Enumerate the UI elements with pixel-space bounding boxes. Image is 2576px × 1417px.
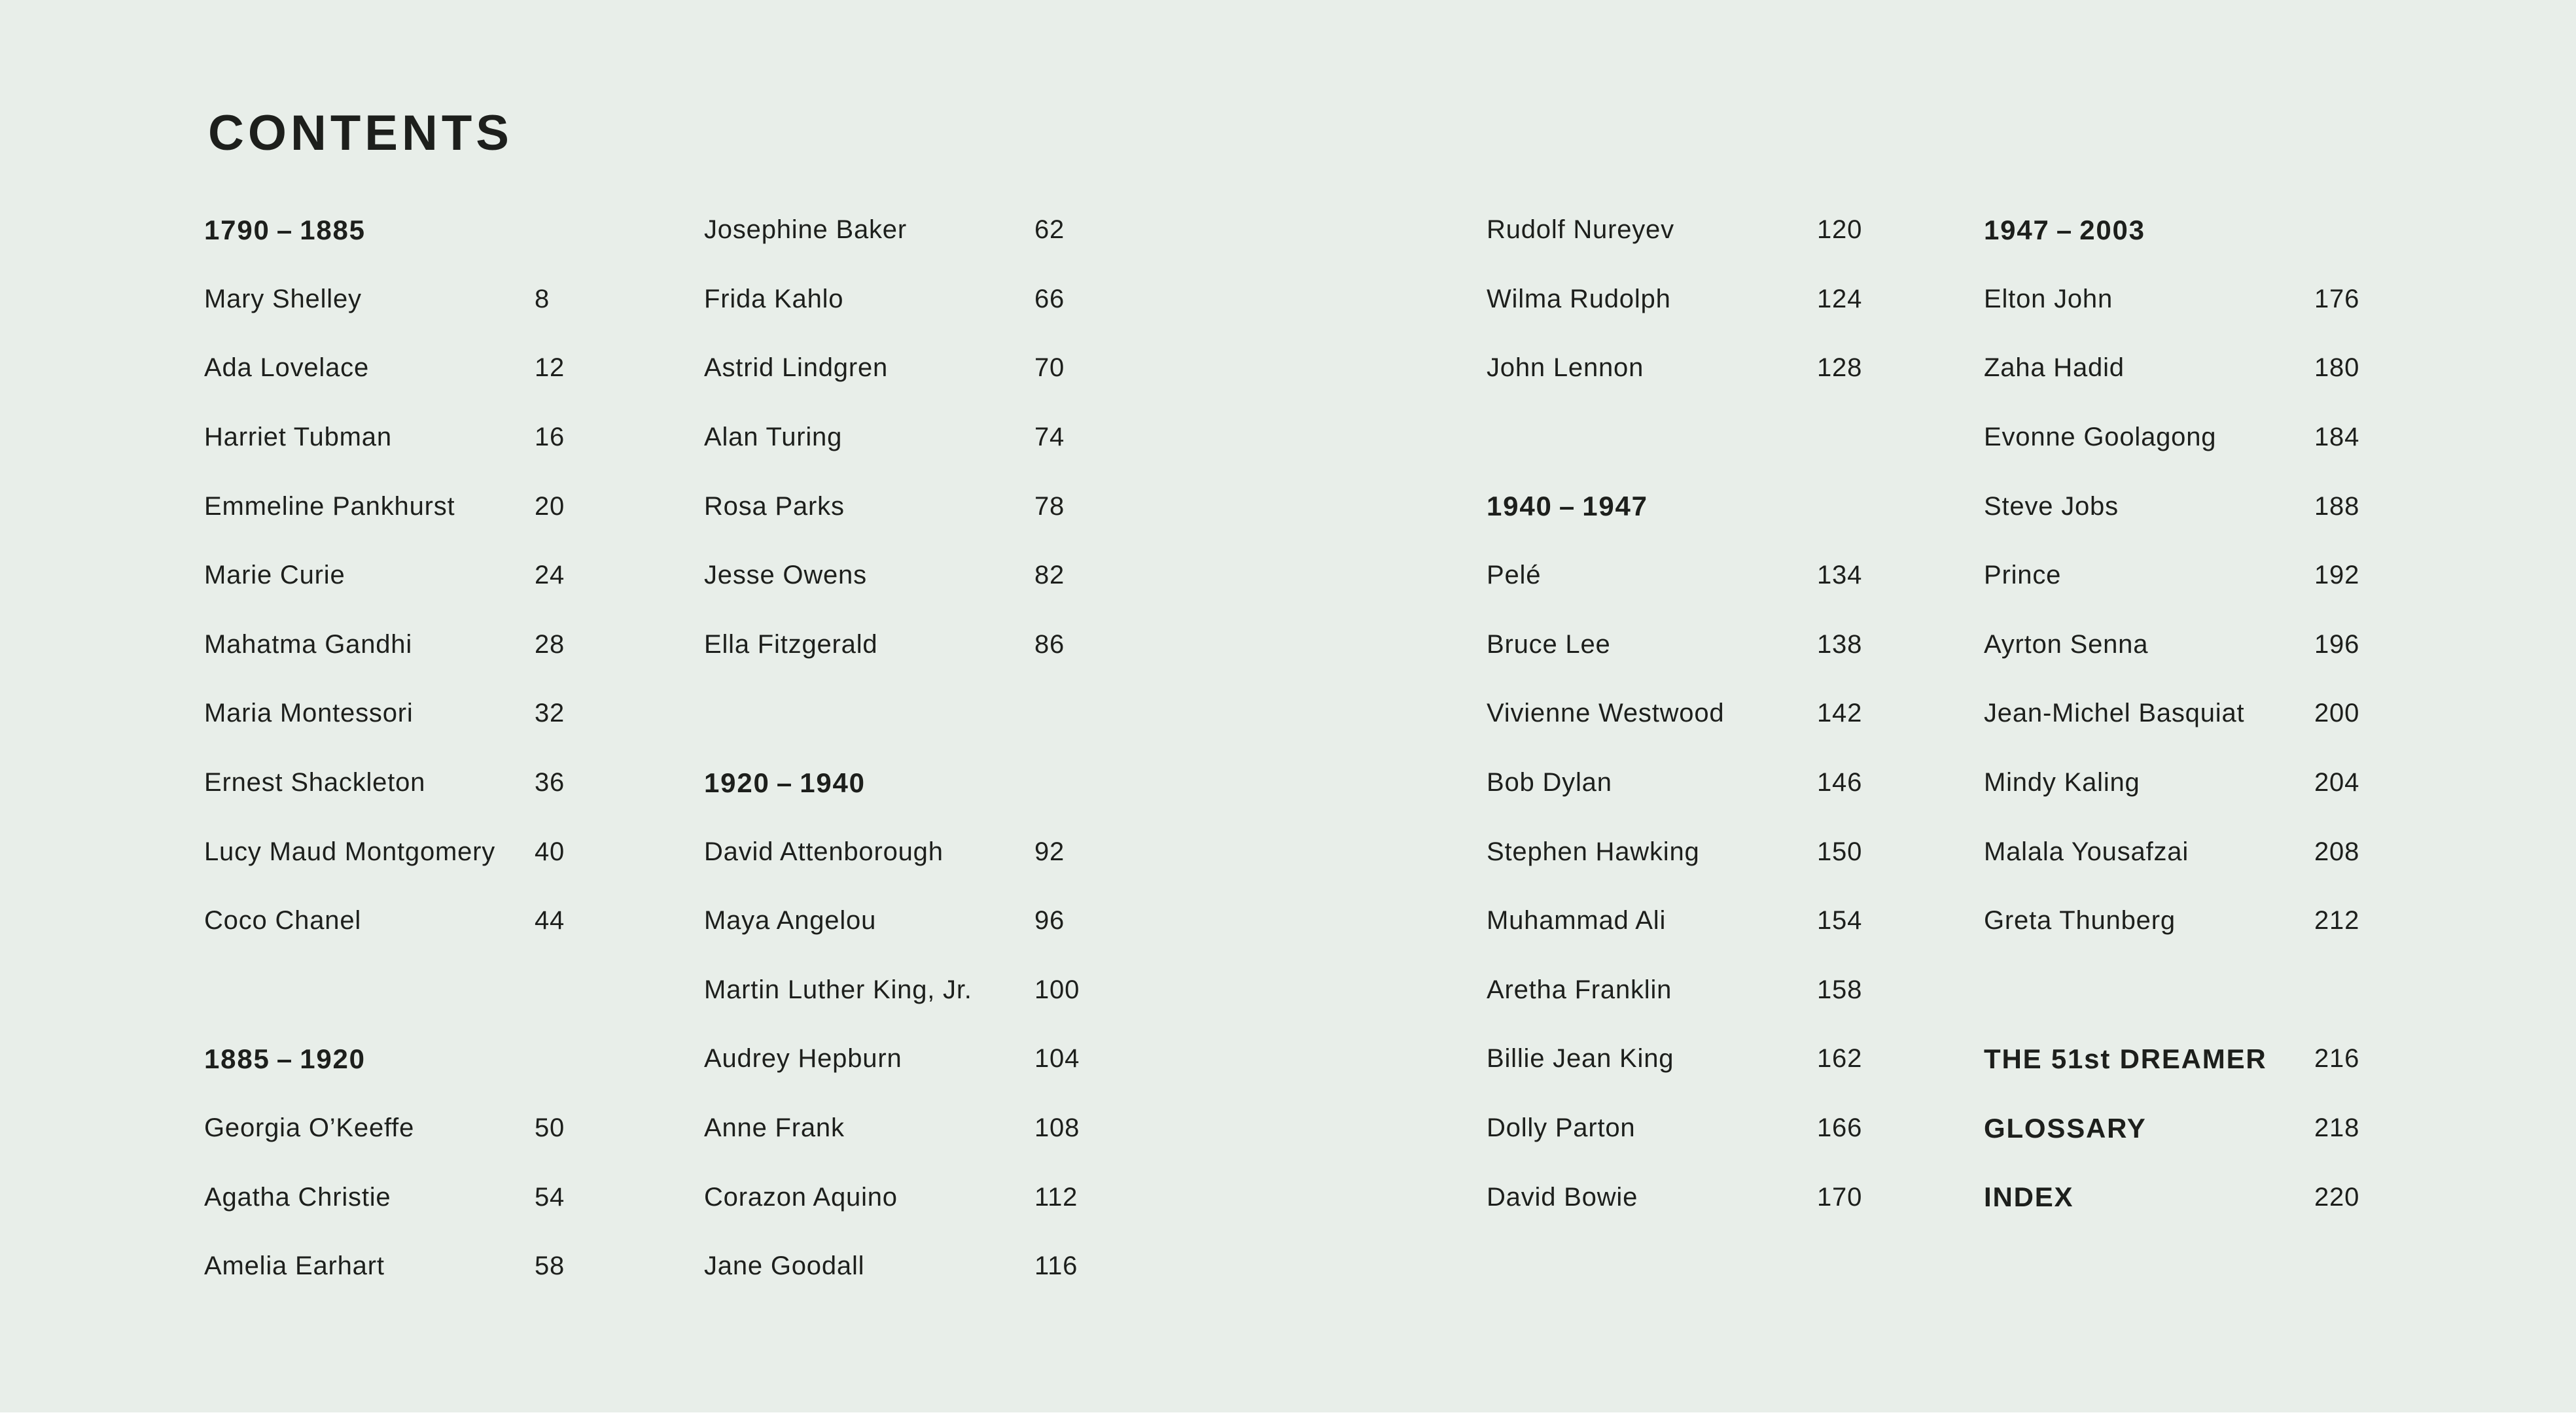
toc-entry-row <box>204 265 708 334</box>
toc-section-header-row <box>1984 1024 2488 1094</box>
toc-entry-name: Greta Thunberg <box>1984 906 2176 936</box>
toc-section-label: 1920 – 1940 <box>704 767 866 798</box>
toc-page-number: 78 <box>1034 491 1065 521</box>
toc-entry-name: Emmeline Pankhurst <box>204 491 455 521</box>
toc-entry-row <box>1487 1024 1990 1094</box>
toc-entry-name: Maria Montessori <box>204 699 414 728</box>
toc-entry-row <box>204 748 708 818</box>
toc-entry-name: David Bowie <box>1487 1182 1638 1212</box>
toc-page-number: 128 <box>1817 353 1863 383</box>
toc-entry-name: Ernest Shackleton <box>204 768 426 797</box>
toc-page-number: 192 <box>2314 561 2360 590</box>
toc-entry-row <box>1487 196 1990 265</box>
toc-entry-row <box>704 1163 1208 1232</box>
toc-entry-row <box>704 403 1208 472</box>
toc-row-blank <box>704 679 1208 748</box>
toc-page-number: 150 <box>1817 837 1863 866</box>
toc-entry-row <box>704 196 1208 265</box>
toc-entry-name: Mary Shelley <box>204 284 362 313</box>
toc-page-number: 124 <box>1817 284 1863 313</box>
toc-entry-row <box>1487 1163 1990 1232</box>
toc-page-number: 134 <box>1817 561 1863 590</box>
toc-entry-name: Ayrton Senna <box>1984 629 2149 659</box>
toc-entry-row <box>204 679 708 748</box>
toc-entry-name: Ada Lovelace <box>204 353 370 383</box>
toc-entry-row <box>1487 817 1990 886</box>
toc-page-number: 86 <box>1034 629 1065 659</box>
toc-entry-row <box>1984 748 2488 818</box>
toc-entry-name: Steve Jobs <box>1984 491 2119 521</box>
toc-entry-row <box>704 817 1208 886</box>
toc-entry-name: David Attenborough <box>704 837 944 866</box>
toc-entry-row <box>704 1232 1208 1301</box>
toc-page-number: 216 <box>2314 1044 2360 1074</box>
toc-row-blank <box>1984 1232 2488 1301</box>
toc-page-number: 212 <box>2314 906 2360 936</box>
toc-section-header-row <box>204 1024 708 1094</box>
toc-entry-name: Marie Curie <box>204 561 345 590</box>
toc-page-number: 200 <box>2314 699 2360 728</box>
toc-section-header-row <box>1984 196 2488 265</box>
toc-entry-name: Dolly Parton <box>1487 1113 1636 1143</box>
toc-page-number: 54 <box>535 1182 565 1212</box>
toc-section-label: THE 51st DREAMER <box>1984 1043 2267 1074</box>
toc-entry-name: Astrid Lindgren <box>704 353 889 383</box>
toc-entry-row <box>1487 541 1990 610</box>
toc-entry-row <box>204 886 708 956</box>
toc-column <box>204 196 708 1301</box>
toc-page-number: 96 <box>1034 906 1065 936</box>
toc-page-number: 196 <box>2314 629 2360 659</box>
toc-page-number: 142 <box>1817 699 1863 728</box>
page-title: CONTENTS <box>208 105 513 161</box>
toc-section-label: 1790 – 1885 <box>204 214 366 245</box>
toc-entry-row <box>1984 541 2488 610</box>
toc-entry-row <box>704 334 1208 403</box>
toc-row-blank <box>1984 956 2488 1025</box>
toc-entry-name: Georgia O’Keeffe <box>204 1113 415 1143</box>
toc-entry-row <box>704 1024 1208 1094</box>
toc-page-number: 220 <box>2314 1182 2360 1212</box>
toc-page-number: 162 <box>1817 1044 1863 1074</box>
toc-entry-name: Mahatma Gandhi <box>204 629 413 659</box>
toc-entry-name: Rosa Parks <box>704 491 845 521</box>
toc-entry-name: Rudolf Nureyev <box>1487 215 1674 245</box>
toc-entry-name: Coco Chanel <box>204 906 362 936</box>
toc-entry-row <box>1487 265 1990 334</box>
toc-page-number: 176 <box>2314 284 2360 313</box>
toc-page-number: 24 <box>535 561 565 590</box>
toc-section-header-row <box>1487 472 1990 541</box>
toc-page-number: 146 <box>1817 768 1863 797</box>
toc-entry-row <box>204 472 708 541</box>
toc-entry-name: Billie Jean King <box>1487 1044 1674 1074</box>
toc-page-number: 74 <box>1034 423 1065 452</box>
toc-entry-name: Malala Yousafzai <box>1984 837 2189 866</box>
toc-section-label: INDEX <box>1984 1181 2074 1213</box>
toc-entry-name: Aretha Franklin <box>1487 975 1672 1004</box>
toc-entry-name: Muhammad Ali <box>1487 906 1667 936</box>
toc-page-number: 138 <box>1817 629 1863 659</box>
toc-entry-name: Pelé <box>1487 561 1542 590</box>
toc-entry-name: Maya Angelou <box>704 906 877 936</box>
toc-entry-name: Bob Dylan <box>1487 768 1612 797</box>
toc-entry-row <box>704 472 1208 541</box>
toc-entry-row <box>204 610 708 680</box>
toc-entry-name: Jane Goodall <box>704 1251 865 1281</box>
toc-entry-row <box>204 1232 708 1301</box>
toc-entry-name: Wilma Rudolph <box>1487 284 1671 313</box>
toc-page-number: 104 <box>1034 1044 1080 1074</box>
toc-page-number: 92 <box>1034 837 1065 866</box>
toc-page-number: 36 <box>535 768 565 797</box>
toc-entry-name: Elton John <box>1984 284 2113 313</box>
toc-row-blank <box>204 956 708 1025</box>
toc-page-number: 40 <box>535 837 565 866</box>
toc-entry-row <box>704 956 1208 1025</box>
toc-entry-name: Evonne Goolagong <box>1984 423 2217 452</box>
toc-entry-row <box>704 265 1208 334</box>
toc-entry-row <box>204 403 708 472</box>
toc-page-number: 32 <box>535 699 565 728</box>
toc-entry-name: Corazon Aquino <box>704 1182 898 1212</box>
toc-row-blank <box>1487 1232 1990 1301</box>
toc-entry-name: Prince <box>1984 561 2062 590</box>
toc-entry-row <box>1984 334 2488 403</box>
toc-entry-name: Stephen Hawking <box>1487 837 1700 866</box>
toc-entry-name: Frida Kahlo <box>704 284 844 313</box>
toc-entry-row <box>704 1094 1208 1163</box>
toc-page-number: 20 <box>535 491 565 521</box>
toc-entry-name: Ella Fitzgerald <box>704 629 878 659</box>
toc-entry-row <box>1487 956 1990 1025</box>
toc-page-number: 12 <box>535 353 565 383</box>
toc-page-number: 50 <box>535 1113 565 1143</box>
toc-entry-row <box>1487 679 1990 748</box>
toc-page-number: 158 <box>1817 975 1863 1004</box>
toc-column <box>1487 196 1990 1301</box>
toc-entry-name: John Lennon <box>1487 353 1644 383</box>
toc-entry-row <box>1487 610 1990 680</box>
toc-section-header-row <box>1984 1094 2488 1163</box>
toc-entry-row <box>1984 403 2488 472</box>
toc-entry-name: Harriet Tubman <box>204 423 392 452</box>
toc-section-label: 1947 – 2003 <box>1984 214 2145 245</box>
toc-entry-name: Vivienne Westwood <box>1487 699 1725 728</box>
toc-page-number: 116 <box>1034 1251 1078 1281</box>
toc-page-number: 58 <box>535 1251 565 1281</box>
toc-entry-row <box>704 886 1208 956</box>
toc-section-label: 1940 – 1947 <box>1487 491 1648 522</box>
toc-entry-name: Josephine Baker <box>704 215 907 245</box>
toc-section-header-row <box>204 196 708 265</box>
toc-entry-row <box>1984 679 2488 748</box>
toc-section-label: GLOSSARY <box>1984 1112 2147 1144</box>
toc-entry-row <box>1487 334 1990 403</box>
toc-entry-row <box>1984 472 2488 541</box>
toc-page-number: 70 <box>1034 353 1065 383</box>
toc-entry-name: Anne Frank <box>704 1113 845 1143</box>
toc-page-number: 28 <box>535 629 565 659</box>
toc-entry-name: Alan Turing <box>704 423 843 452</box>
toc-entry-name: Lucy Maud Montgomery <box>204 837 496 866</box>
toc-entry-name: Martin Luther King, Jr. <box>704 975 972 1004</box>
toc-entry-row <box>204 1163 708 1232</box>
toc-entry-row <box>1984 265 2488 334</box>
toc-entry-row <box>204 334 708 403</box>
toc-page-number: 8 <box>535 284 550 313</box>
toc-entry-row <box>204 541 708 610</box>
toc-page-number: 208 <box>2314 837 2360 866</box>
toc-section-header-row <box>704 748 1208 818</box>
toc-entry-name: Amelia Earhart <box>204 1251 385 1281</box>
toc-page-number: 62 <box>1034 215 1065 245</box>
toc-page-number: 204 <box>2314 768 2360 797</box>
toc-page-number: 16 <box>535 423 565 452</box>
toc-entry-row <box>704 541 1208 610</box>
toc-entry-name: Agatha Christie <box>204 1182 391 1212</box>
toc-entry-name: Audrey Hepburn <box>704 1044 902 1074</box>
toc-section-header-row <box>1984 1163 2488 1232</box>
toc-page-number: 112 <box>1034 1182 1078 1212</box>
toc-page-number: 120 <box>1817 215 1863 245</box>
toc-page-number: 180 <box>2314 353 2360 383</box>
toc-page-number: 154 <box>1817 906 1863 936</box>
toc-entry-row <box>1984 817 2488 886</box>
toc-page-number: 108 <box>1034 1113 1080 1143</box>
toc-entry-row <box>1984 610 2488 680</box>
toc-entry-row <box>204 817 708 886</box>
toc-section-label: 1885 – 1920 <box>204 1043 366 1074</box>
toc-entry-name: Jean-Michel Basquiat <box>1984 699 2245 728</box>
toc-page-number: 82 <box>1034 561 1065 590</box>
toc-column <box>704 196 1208 1301</box>
toc-column <box>1984 196 2488 1301</box>
toc-entry-row <box>1487 1094 1990 1163</box>
page-bottom-edge <box>0 1412 2576 1417</box>
toc-page-number: 166 <box>1817 1113 1863 1143</box>
toc-page-number: 100 <box>1034 975 1080 1004</box>
toc-entry-row <box>704 610 1208 680</box>
toc-page-number: 188 <box>2314 491 2360 521</box>
toc-entry-name: Mindy Kaling <box>1984 768 2140 797</box>
toc-page-number: 170 <box>1817 1182 1863 1212</box>
toc-entry-name: Zaha Hadid <box>1984 353 2125 383</box>
toc-page-number: 66 <box>1034 284 1065 313</box>
toc-entry-row <box>204 1094 708 1163</box>
toc-entry-name: Bruce Lee <box>1487 629 1611 659</box>
toc-page-number: 218 <box>2314 1113 2360 1143</box>
toc-page-number: 184 <box>2314 423 2360 452</box>
toc-entry-name: Jesse Owens <box>704 561 867 590</box>
toc-entry-row <box>1487 748 1990 818</box>
toc-page-number: 44 <box>535 906 565 936</box>
toc-entry-row <box>1984 886 2488 956</box>
toc-row-blank <box>1487 403 1990 472</box>
toc-entry-row <box>1487 886 1990 956</box>
